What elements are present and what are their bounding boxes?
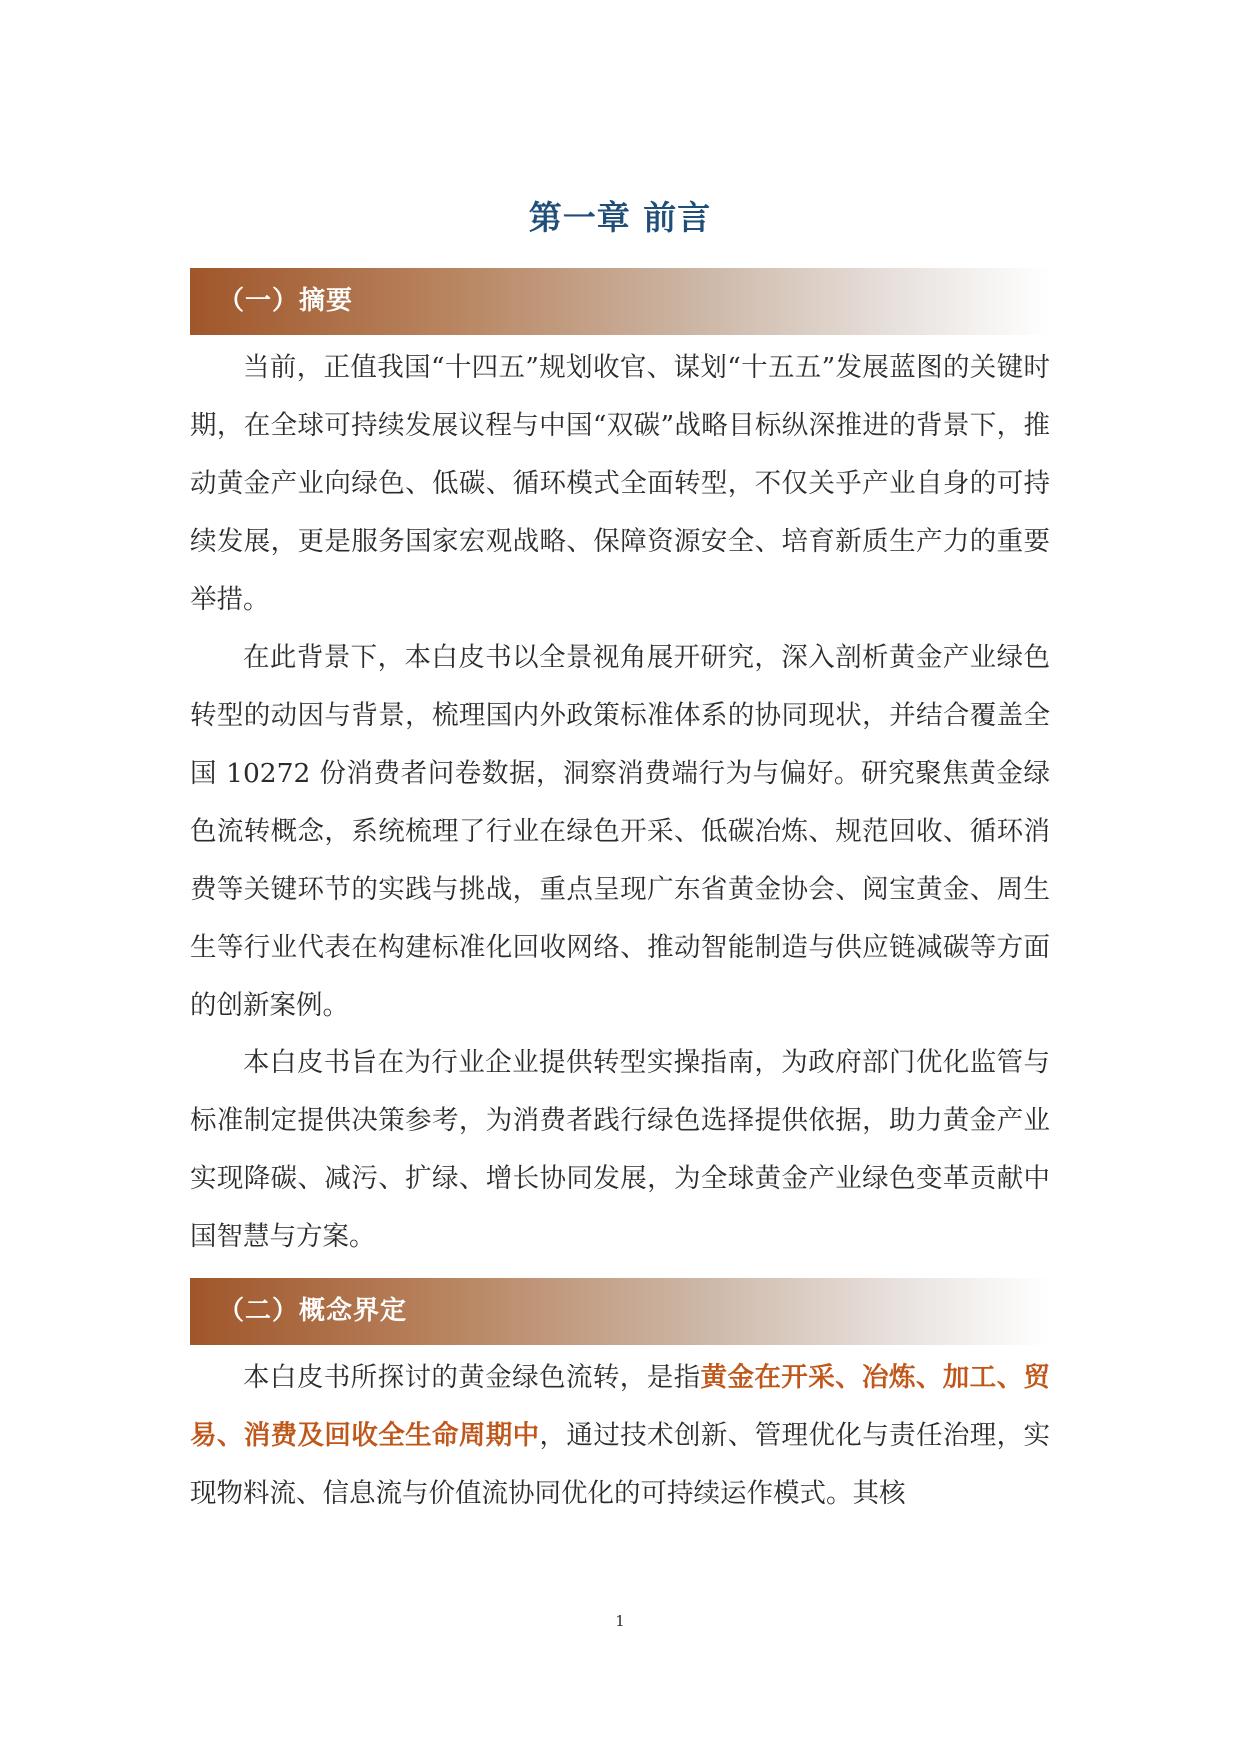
page-number: 1 <box>615 1612 625 1630</box>
definition-paragraph <box>190 1349 1050 1523</box>
section-heading-summary <box>190 268 1050 335</box>
summary-paragraph-2: 在此背景下，本白皮书以全景视角展开研究，深入剖析黄金产业绿色转型的动因与背景，梳理国内外政策标准体系的协同现状，并结合覆盖全国 10272 份消费者问卷数据，洞察消费端行为与偏好。研究聚焦黄金绿色流转概念，系统梳理了行业在绿色开采、低碳冶炼、规范回收、循环消费等关键环节的实践与挑战，重点呈现广东省黄金协会、阅宝黄金、周生生等行业代表在构建标准化回收网络、推动智能制造与供应链减碳等方面的创新案例。 <box>190 642 1050 1021</box>
definition-text-start: 本白皮书所探讨的黄金绿色流转，是指 <box>243 1362 701 1393</box>
definition-text-end: ，通过技术创新、管理优化与责任治理，实现物料流、信息流与价值流协同优化的可持续运作模式。其核 <box>190 1420 1051 1509</box>
section-heading-label: （一）摘要 <box>218 286 354 316</box>
chapter-title: 第一章 前言 <box>528 198 712 237</box>
summary-paragraph-3: 本白皮书旨在为行业企业提供转型实操指南，为政府部门优化监管与标准制定提供决策参考，为消费者践行绿色选择提供依据，助力黄金产业实现降碳、减污、扩绿、增长协同发展，为全球黄金产业绿色变革贡献中国智慧与方案。 <box>190 1047 1050 1252</box>
section-heading-label: （二）概念界定 <box>218 1296 408 1326</box>
definition-highlight: 黄金在开采、冶炼、加工、贸易、消费及回收全生命周期中 <box>190 1362 1051 1451</box>
summary-paragraph-1: 当前，正值我国“十四五”规划收官、谋划“十五五”发展蓝图的关键时期，在全球可持续发展议程与中国“双碳”战略目标纵深推进的背景下，推动黄金产业向绿色、低碳、循环模式全面转型，不仅关乎产业自身的可持续发展，更是服务国家宏观战略、保障资源安全、培育新质生产力的重要举措。 <box>190 352 1050 615</box>
section-heading-definition <box>190 1278 1050 1345</box>
